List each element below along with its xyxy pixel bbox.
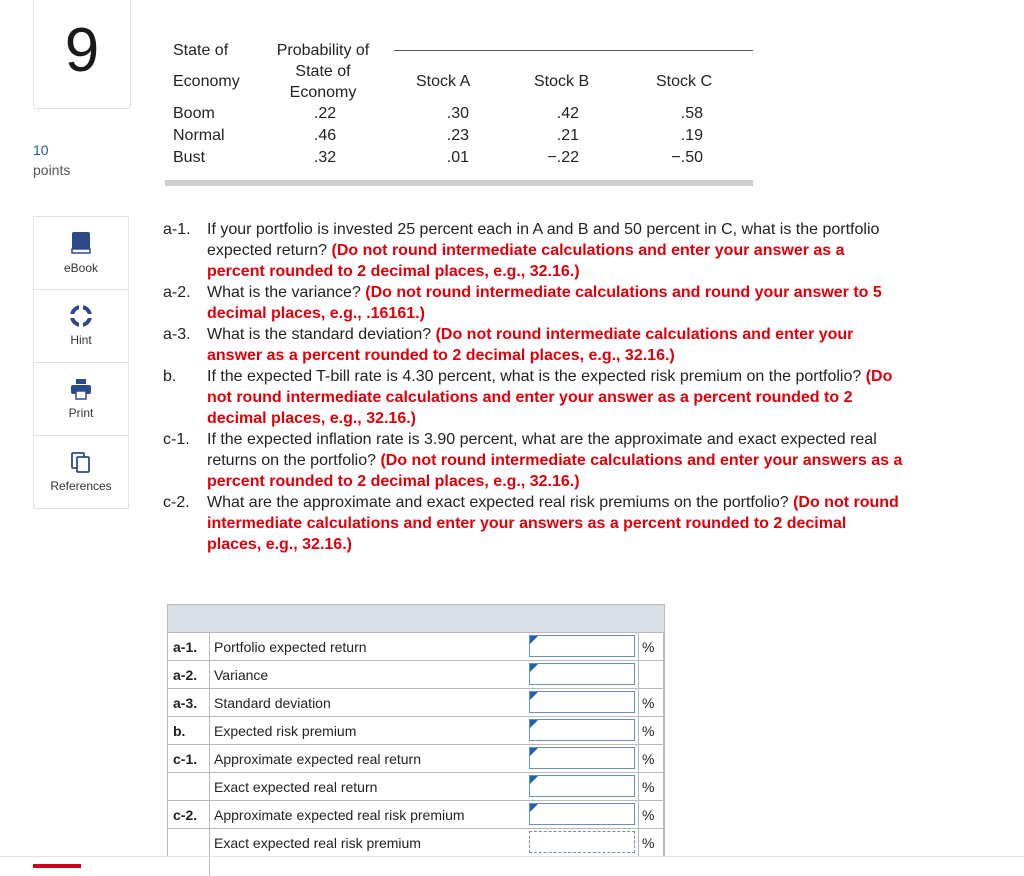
percent-unit: %: [642, 639, 655, 655]
state-cell: Boom: [173, 105, 215, 122]
answer-row: [168, 632, 664, 660]
answer-row: [168, 828, 664, 856]
hint-button[interactable]: [33, 289, 129, 362]
question-body: If the expected T-bill rate is 4.30 percent, what is the expected risk premium on the portfolio?: [207, 368, 866, 385]
percent-unit: %: [642, 723, 655, 739]
answer-row: [168, 688, 664, 716]
exact-real-return-input[interactable]: [529, 775, 635, 797]
rounding-note: (Do not round intermediate calculations and enter your answers as a percent rounded to 2 decimal places, e.g., 32.16.): [207, 494, 899, 553]
question-body: What is the variance?: [207, 284, 366, 301]
portfolio-expected-return-input[interactable]: [529, 635, 635, 657]
answer-row: [168, 744, 664, 772]
percent-unit: %: [642, 835, 655, 851]
answer-table: [167, 604, 665, 857]
answer-table-header: [167, 604, 665, 632]
header-prob-line1: Probability of: [276, 42, 370, 59]
stock-c-cell: .58: [680, 105, 703, 122]
input-flag-marker: [530, 664, 538, 672]
answer-label: Expected risk premium: [214, 723, 357, 739]
answer-label: Exact expected real risk premium: [214, 835, 421, 851]
question-text: [163, 219, 903, 555]
state-cell: Bust: [173, 149, 206, 166]
print-icon: [70, 378, 92, 400]
input-flag-marker: [530, 776, 538, 784]
answer-label: Approximate expected real return: [214, 751, 421, 767]
question-tag: c-1.: [163, 431, 190, 448]
percent-unit: %: [642, 695, 655, 711]
table-row: [165, 127, 753, 149]
stock-b-cell: −.22: [547, 149, 579, 166]
hint-label: Hint: [70, 333, 92, 347]
rounding-note: (Do not round intermediate calculations and round your answer to 5 decimal places, e.g., .16161.): [207, 284, 882, 322]
rounding-note: (Do not round intermediate calculations and enter your answer as a percent rounded to 2 decimal places, e.g., 32.16.): [207, 368, 893, 427]
stock-c-cell: −.50: [671, 149, 703, 166]
prob-cell: .22: [313, 105, 337, 122]
question-tag: a-3.: [163, 326, 191, 343]
stock-a-cell: .30: [446, 105, 469, 122]
references-label: References: [50, 479, 112, 493]
answer-label: Portfolio expected return: [214, 639, 367, 655]
ebook-button[interactable]: [33, 216, 129, 289]
answer-tag: b.: [173, 723, 186, 739]
answer-row: [168, 716, 664, 744]
stock-c-cell: .19: [680, 127, 703, 144]
input-flag-marker: [530, 720, 538, 728]
header-stock-a: Stock A: [416, 73, 471, 90]
rounding-note: (Do not round intermediate calculations and enter your answers as a percent rounded to 2 decimal places, e.g., 32.16.): [207, 452, 903, 490]
stock-a-cell: .23: [446, 127, 469, 144]
table-top-rule: [394, 50, 753, 51]
question-tag: a-1.: [163, 221, 191, 238]
stock-a-cell: .01: [446, 149, 469, 166]
answer-tag: c-2.: [173, 807, 198, 823]
answer-tag: a-3.: [173, 695, 198, 711]
answer-tag: a-1.: [173, 639, 198, 655]
question-number: 9: [64, 16, 100, 85]
header-stock-b: Stock B: [534, 73, 590, 90]
references-icon: [70, 451, 92, 473]
input-flag-marker: [530, 636, 538, 644]
table-bottom-rule: [165, 180, 753, 186]
prob-cell: .46: [313, 127, 337, 144]
question-item: [163, 282, 903, 324]
hint-lifebuoy-icon: [70, 305, 92, 327]
progress-accent: [33, 864, 81, 868]
answer-label: Exact expected real return: [214, 779, 378, 795]
stock-b-cell: .42: [556, 105, 579, 122]
question-item: [163, 366, 903, 429]
answer-row: [168, 660, 664, 688]
question-number-box: [33, 0, 131, 109]
header-state-line2: Economy: [173, 73, 240, 90]
percent-unit: %: [642, 807, 655, 823]
points-value: 10: [33, 142, 49, 158]
rounding-note: (Do not round intermediate calculations and enter your answer as a percent rounded to 2 decimal places, e.g., 32.16.): [207, 242, 845, 280]
print-button[interactable]: [33, 362, 129, 435]
approximate-real-risk-premium-input[interactable]: [529, 803, 635, 825]
points-label: points: [33, 162, 71, 178]
answer-label: Approximate expected real risk premium: [214, 807, 465, 823]
stock-b-cell: .21: [556, 127, 579, 144]
footer-divider: [0, 856, 1024, 857]
ebook-label: eBook: [63, 261, 99, 275]
input-flag-marker: [530, 748, 538, 756]
question-tag: c-2.: [163, 494, 190, 511]
question-body: If your portfolio is invested 25 percent each in A and B and 50 percent in C, what is the portfolio expected return?: [207, 221, 880, 259]
input-flag-marker: [530, 804, 538, 812]
question-item: [163, 324, 903, 366]
table-row: [165, 149, 753, 171]
question-item: [163, 492, 903, 555]
approximate-real-return-input[interactable]: [529, 747, 635, 769]
question-body: What are the approximate and exact expected real risk premiums on the portfolio?: [207, 494, 794, 511]
expected-risk-premium-input[interactable]: [529, 719, 635, 741]
answer-label: Variance: [214, 667, 269, 683]
input-flag-marker: [530, 692, 538, 700]
answer-table-body: [167, 632, 665, 857]
question-body: If the expected inflation rate is 3.90 percent, what are the approximate and exact expected real returns on the portfolio?: [207, 431, 877, 469]
answer-row: [168, 800, 664, 828]
rounding-note: (Do not round intermediate calculations and enter your answer as a percent rounded to 2 decimal places, e.g., 32.16.): [207, 326, 854, 364]
state-cell: Normal: [173, 127, 225, 144]
ebook-icon: [70, 231, 92, 255]
question-body: What is the standard deviation?: [207, 326, 436, 343]
header-prob-line3: Economy: [289, 84, 357, 101]
exact-real-risk-premium-input[interactable]: [529, 831, 635, 853]
percent-unit: %: [642, 751, 655, 767]
print-label: Print: [68, 406, 94, 420]
question-tag: b.: [163, 368, 177, 385]
answer-tag: a-2.: [173, 667, 198, 683]
answer-label: Standard deviation: [214, 695, 331, 711]
table-row: [165, 105, 753, 127]
tools-panel: [33, 216, 129, 509]
header-prob-line2: State of: [295, 63, 351, 80]
prob-cell: .32: [313, 149, 337, 166]
variance-input[interactable]: [529, 663, 635, 685]
answer-tag: c-1.: [173, 751, 198, 767]
header-state-line1: State of: [173, 42, 229, 59]
answer-row: [168, 772, 664, 800]
question-tag: a-2.: [163, 284, 191, 301]
references-button[interactable]: [33, 435, 129, 509]
percent-unit: %: [642, 779, 655, 795]
unit-cell: [638, 661, 664, 688]
question-item: [163, 219, 903, 282]
standard-deviation-input[interactable]: [529, 691, 635, 713]
header-stock-c: Stock C: [656, 73, 713, 90]
question-item: [163, 429, 903, 492]
